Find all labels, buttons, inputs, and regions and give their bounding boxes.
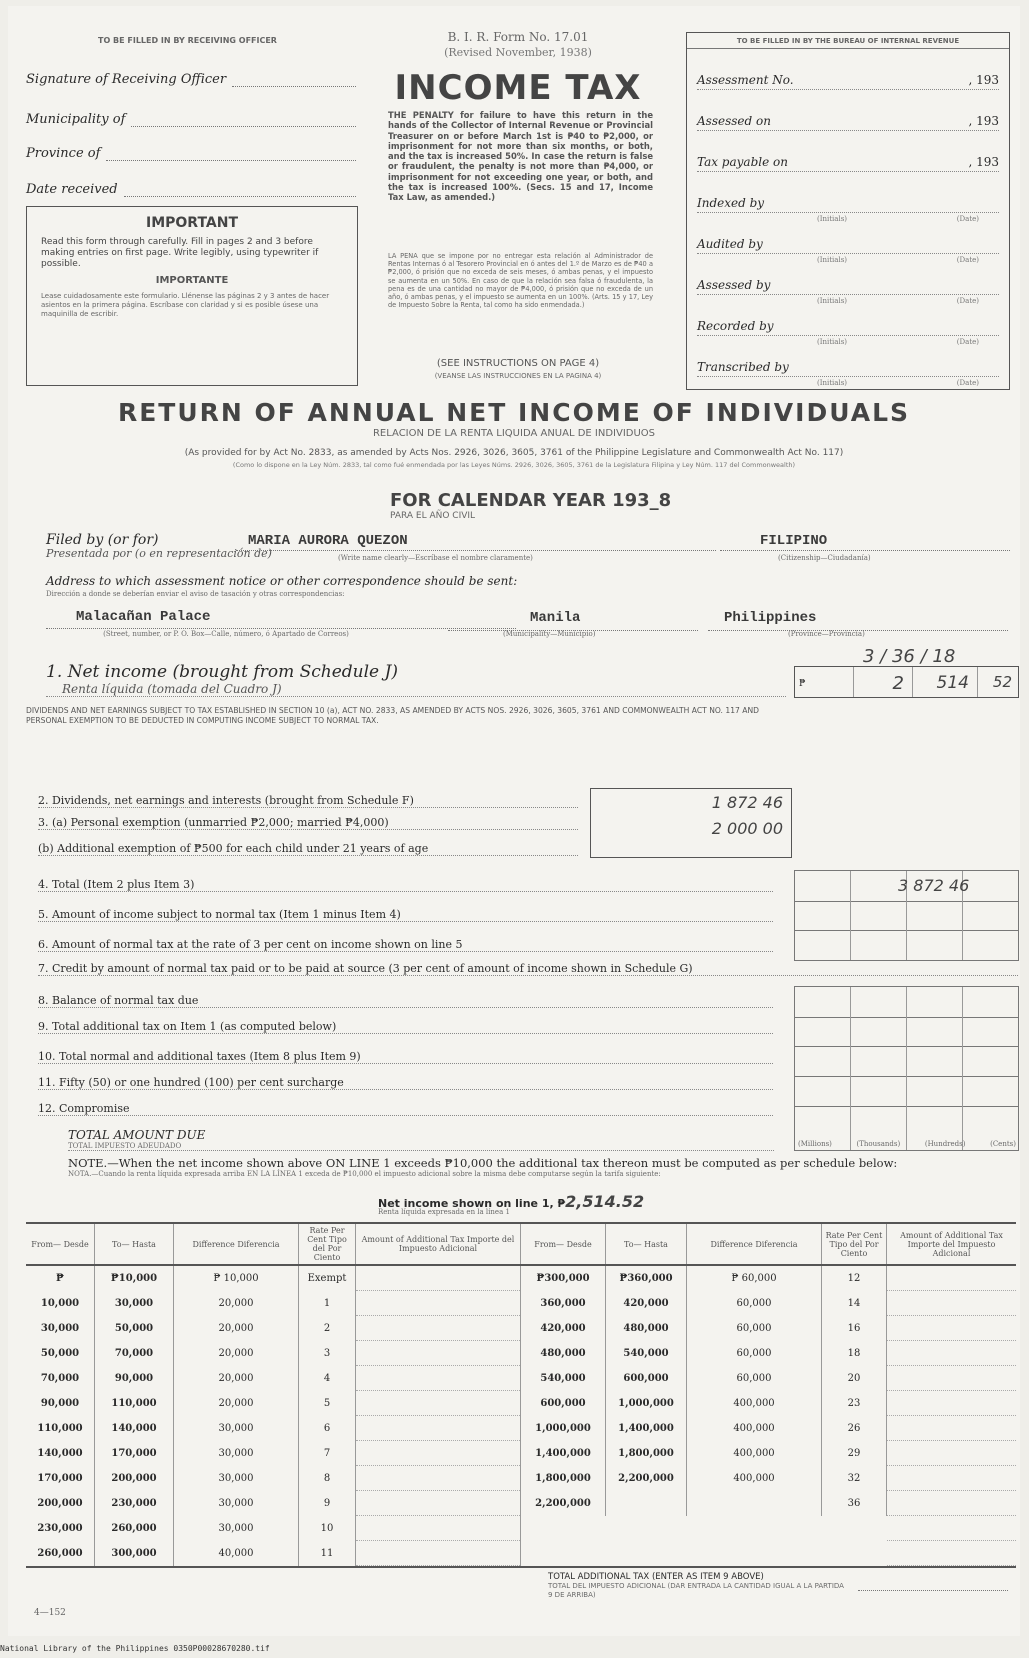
schedule-diff-right: 60,000 (687, 1366, 822, 1391)
schedule-total-label-es: TOTAL DEL IMPUESTO ADICIONAL (DAR ENTRADA LA CANTIDAD IGUAL A LA PARTIDA 9 DE ARRIBA) (548, 1582, 844, 1599)
filed-by-label-es: Presentada por (o en representación de) (46, 547, 272, 560)
item7-row (38, 962, 1018, 976)
schedule-to-left: ₱10,000 (95, 1265, 174, 1291)
bureau-box (686, 32, 1010, 390)
schedule-from-right: 1,800,000 (521, 1466, 606, 1491)
schedule-from-right: 540,000 (521, 1366, 606, 1391)
header-to-left: To— Hasta (95, 1224, 174, 1265)
receiving-office-title: TO BE FILLED IN BY RECEIVING OFFICER (98, 36, 277, 45)
bureau-field-row[interactable] (697, 90, 999, 131)
schedule-to-left: 230,000 (95, 1491, 174, 1516)
bureau-field-row[interactable] (697, 336, 999, 387)
item6-amount-box[interactable] (794, 930, 1019, 961)
bureau-field-date-caption: (Date) (956, 338, 979, 346)
item9-row (38, 1020, 773, 1034)
penalty-text-es: LA PENA que se impone por no entregar esta relación al Administrador de Rentas Internas ó al Tesorero Provincial en ó antes del 1.º de Marzo es de ₱40 a ₱2,000, ó prisión que no exceda de seis meses, ó ambas penas, y el impuesto se aumenta en un 50%. En caso de que la relación sea falsa ó fraudulenta, la pena es de una cantidad no mayor de ₱4,000, ó prisión que no exceda de un año, ó ambas penas, y el impuesto se aumenta en un 100%. (Arts. 15 y 17, Ley de Impuesto Sobre la Renta, tal como ha sido enmendada.) (388, 252, 653, 310)
province-label: Province of (26, 146, 101, 161)
schedule-amount-left[interactable] (356, 1366, 521, 1391)
province-note: (Province—Provincia) (788, 630, 865, 638)
item12-label: 12. Compromise (38, 1102, 130, 1115)
province-value: Philippines (724, 610, 817, 626)
income-tax-title: INCOME TAX (394, 68, 642, 108)
schedule-from-right: 420,000 (521, 1316, 606, 1341)
schedule-diff-right: 60,000 (687, 1341, 822, 1366)
bureau-field-initials-caption: (Initials) (817, 256, 848, 264)
item10-row (38, 1050, 773, 1064)
item9-amount-box[interactable] (794, 1016, 1019, 1047)
date-received-field[interactable] (26, 182, 356, 197)
schedule-row (26, 1341, 1016, 1366)
schedule-to-left: 140,000 (95, 1416, 174, 1441)
bureau-field-initials-caption: (Initials) (817, 215, 848, 223)
schedule-amount-right[interactable] (887, 1265, 1017, 1291)
important-text: Read this form through carefully. Fill in pages 2 and 3 before making entries on first page. Write legibly, using typewriter if possible. (41, 237, 319, 269)
item5-row (38, 908, 773, 922)
schedule-from-left: 70,000 (26, 1366, 95, 1391)
citizenship: FILIPINO (760, 533, 828, 549)
item3a-value: 2 000 00 (711, 819, 783, 838)
schedule-body (26, 1265, 1016, 1566)
schedule-row (26, 1291, 1016, 1316)
note-text-es: NOTA.—Cuando la renta líquida expresada arriba EN LA LÍNEA 1 exceda de ₱10,000 el impuesto adicional sobre la misma debe computarse según la tarifa siguiente: (68, 1170, 661, 1178)
schedule-from-right: 1,000,000 (521, 1416, 606, 1441)
item1-label: 1. Net income (brought from Schedule J) (46, 662, 398, 682)
bureau-field-label: Tax payable on (697, 155, 788, 169)
schedule-diff-left: 20,000 (174, 1366, 299, 1391)
schedule-rate-left: 6 (299, 1416, 356, 1441)
item2-label: 2. Dividends, net earnings and interests (brought from Schedule F) (38, 794, 414, 807)
calendar-year-es: PARA EL AÑO CIVIL (390, 511, 476, 521)
schedule-to-right: 480,000 (606, 1316, 687, 1341)
return-title: RETURN OF ANNUAL NET INCOME OF INDIVIDUALS (117, 398, 911, 427)
net-income-value: 2,514.52 (565, 1192, 645, 1211)
schedule-rate-left: 4 (299, 1366, 356, 1391)
schedule-to-left: 260,000 (95, 1516, 174, 1541)
col-hundreds: (Hundreds) (924, 1140, 966, 1148)
item1-row (46, 662, 786, 697)
schedule-diff-left: 30,000 (174, 1441, 299, 1466)
item9-label: 9. Total additional tax on Item 1 (as computed below) (38, 1020, 337, 1033)
schedule-amount-left[interactable] (356, 1341, 521, 1366)
item8-amount-box[interactable] (794, 986, 1019, 1018)
item8-label: 8. Balance of normal tax due (38, 994, 199, 1007)
bureau-field-suffix: , 193 (968, 73, 999, 87)
municipality-note: (Municipality—Municipio) (503, 630, 596, 638)
schedule-rate-left: 10 (299, 1516, 356, 1541)
schedule-amount-left[interactable] (356, 1391, 521, 1416)
bureau-field-date-caption: (Date) (956, 215, 979, 223)
schedule-row (26, 1391, 1016, 1416)
net-income-label: Net income shown on line 1, ₱ (378, 1197, 566, 1210)
schedule-diff-left: 30,000 (174, 1516, 299, 1541)
schedule-from-left: 30,000 (26, 1316, 95, 1341)
address-label: Address to which assessment notice or other correspondence should be sent: (46, 574, 518, 588)
amount-column-headers (798, 1140, 1016, 1148)
col-cents: (Cents) (990, 1140, 1016, 1148)
province-address-field[interactable] (708, 610, 1008, 631)
schedule-amount-left[interactable] (356, 1541, 521, 1566)
schedule-rate-left: 3 (299, 1341, 356, 1366)
schedule-rate-right: 26 (822, 1416, 887, 1441)
schedule-rate-right (822, 1541, 887, 1566)
act-note: (As provided for by Act No. 2833, as amended by Acts Nos. 2926, 3026, 3605, 3761 of the Philippine Legislature and Commonwealth Act No. 117) (184, 448, 844, 458)
form-number: B. I. R. Form No. 17.01 (447, 30, 589, 44)
municipality-value: Manila (530, 610, 581, 626)
income-tax-return-form (8, 6, 1020, 1636)
schedule-from-right: 600,000 (521, 1391, 606, 1416)
schedule-amount-left[interactable] (356, 1265, 521, 1291)
schedule-diff-left: 30,000 (174, 1466, 299, 1491)
item5-label: 5. Amount of income subject to normal tax (Item 1 minus Item 4) (38, 908, 401, 921)
see-instructions: (SEE INSTRUCTIONS ON PAGE 4) (436, 358, 600, 369)
schedule-to-right: 420,000 (606, 1291, 687, 1316)
schedule-from-right: 2,200,000 (521, 1491, 606, 1516)
total-due-label: TOTAL AMOUNT DUE (68, 1128, 206, 1142)
item12-row (38, 1102, 773, 1116)
schedule-diff-right: ₱ 60,000 (687, 1265, 822, 1291)
item1-cents: 52 (992, 673, 1012, 691)
bureau-field-row[interactable] (697, 172, 999, 223)
items-2-3-amount-box[interactable] (590, 788, 792, 858)
penalty-text: THE PENALTY for failure to have this return in the hands of the Collector of Internal Revenue or Provincial Treasurer on or before March 1st is ₱40 to ₱2,000, or imprisonment for not more than six months, or both, and the tax is increased 50%. In case the return is false or fraudulent, the penalty is not more than ₱4,000, or imprisonment for not exceeding one year, or both, and the tax is increased 100%. (Secs. 15 and 17, Income Tax Law, as amended.) (388, 110, 653, 202)
schedule-diff-right: 400,000 (687, 1416, 822, 1441)
item3b-row (38, 842, 578, 856)
filer-name: MARIA AURORA QUEZON (248, 533, 408, 549)
schedule-row (26, 1516, 1016, 1541)
bureau-field-row[interactable] (697, 213, 999, 264)
schedule-from-right (521, 1516, 606, 1541)
schedule-rate-left: 7 (299, 1441, 356, 1466)
header-diff-right: Difference Diferencia (687, 1224, 822, 1265)
schedule-diff-right: 400,000 (687, 1441, 822, 1466)
item2-value: 1 872 46 (711, 793, 783, 812)
form-code: 4—152 (34, 1608, 66, 1618)
schedule-total-row (548, 1572, 848, 1599)
schedule-amount-right[interactable] (887, 1316, 1017, 1341)
form-revised: (Revised November, 1938) (444, 46, 592, 59)
schedule-row (26, 1541, 1016, 1566)
item3a-label: 3. (a) Personal exemption (unmarried ₱2,000; married ₱4,000) (38, 816, 389, 829)
schedule-rate-left: 5 (299, 1391, 356, 1416)
schedule-from-left: 200,000 (26, 1491, 95, 1516)
schedule-amount-right[interactable] (887, 1516, 1017, 1541)
citizenship-field[interactable] (720, 533, 1010, 551)
schedule-from-right (521, 1541, 606, 1566)
item5-amount-box[interactable] (794, 900, 1019, 931)
schedule-table (26, 1224, 1016, 1566)
schedule-amount-left[interactable] (356, 1416, 521, 1441)
item10-label: 10. Total normal and additional taxes (Item 8 plus Item 9) (38, 1050, 361, 1063)
library-note: National Library of the Philippines 0350P00028670280.tif (0, 1644, 270, 1653)
bureau-field-label: Audited by (697, 237, 763, 251)
header-from-left: From— Desde (26, 1224, 95, 1265)
item6-label: 6. Amount of normal tax at the rate of 3 per cent on income shown on line 5 (38, 938, 463, 951)
schedule-row (26, 1366, 1016, 1391)
important-title: IMPORTANT (145, 215, 239, 231)
schedule-from-left: 90,000 (26, 1391, 95, 1416)
bureau-field-label: Indexed by (697, 196, 765, 210)
item1-amount-box[interactable] (794, 666, 1019, 698)
item6-row (38, 938, 773, 952)
item10-amount-box[interactable] (794, 1046, 1019, 1077)
bureau-field-label: Transcribed by (697, 360, 789, 374)
schedule-from-left: 10,000 (26, 1291, 95, 1316)
schedule-amount-left[interactable] (356, 1441, 521, 1466)
schedule-diff-right: 60,000 (687, 1291, 822, 1316)
bureau-title: TO BE FILLED IN BY THE BUREAU OF INTERNAL REVENUE (687, 37, 1009, 49)
schedule-amount-right[interactable] (887, 1391, 1017, 1416)
calendar-year: FOR CALENDAR YEAR 193_8 (390, 490, 672, 511)
schedule-amount-right[interactable] (887, 1441, 1017, 1466)
schedule-diff-left: ₱ 10,000 (174, 1265, 299, 1291)
schedule-diff-right: 400,000 (687, 1466, 822, 1491)
schedule-rate-right: 36 (822, 1491, 887, 1516)
header-to-right: To— Hasta (606, 1224, 687, 1265)
col-millions: (Millions) (798, 1140, 832, 1148)
schedule-rate-right: 14 (822, 1291, 887, 1316)
street-value: Malacañan Palace (76, 609, 211, 625)
schedule-from-left: 140,000 (26, 1441, 95, 1466)
schedule-rate-left: 8 (299, 1466, 356, 1491)
schedule-to-left: 90,000 (95, 1366, 174, 1391)
municipality-field[interactable] (26, 112, 356, 127)
schedule-to-left: 110,000 (95, 1391, 174, 1416)
municipality-label: Municipality of (26, 112, 126, 127)
schedule-rate-right (822, 1516, 887, 1541)
schedule-amount-right[interactable] (887, 1291, 1017, 1316)
item11-label: 11. Fifty (50) or one hundred (100) per cent surcharge (38, 1076, 344, 1089)
schedule-to-left: 200,000 (95, 1466, 174, 1491)
schedule-diff-left: 20,000 (174, 1391, 299, 1416)
schedule-to-left: 170,000 (95, 1441, 174, 1466)
item8-row (38, 994, 773, 1008)
bureau-field-date-caption: (Date) (956, 256, 979, 264)
bureau-field-label: Assessment No. (697, 73, 794, 87)
schedule-from-left: 170,000 (26, 1466, 95, 1491)
important-box (26, 206, 358, 386)
bureau-field-row[interactable] (697, 295, 999, 346)
item4-row (38, 878, 773, 892)
schedule-diff-right: 60,000 (687, 1316, 822, 1341)
schedule-to-right: 1,400,000 (606, 1416, 687, 1441)
see-instructions-es: (VEANSE LAS INSTRUCCIONES EN LA PAGINA 4) (434, 372, 602, 380)
schedule-to-right: 1,000,000 (606, 1391, 687, 1416)
schedule-row (26, 1316, 1016, 1341)
item11-row (38, 1076, 773, 1090)
schedule-diff-right (687, 1491, 822, 1516)
additional-tax-schedule (26, 1222, 1016, 1568)
item3b-label: (b) Additional exemption of ₱500 for each child under 21 years of age (38, 842, 429, 855)
schedule-rate-left: 9 (299, 1491, 356, 1516)
bureau-field-initials-caption: (Initials) (817, 338, 848, 346)
return-title-es: RELACION DE LA RENTA LIQUIDA ANUAL DE INDIVIDUOS (372, 428, 656, 439)
schedule-rate-right: 20 (822, 1366, 887, 1391)
citizenship-note: (Citizenship—Ciudadanía) (778, 554, 871, 562)
schedule-amount-right[interactable] (887, 1341, 1017, 1366)
dividends-note: DIVIDENDS AND NET EARNINGS SUBJECT TO TAX ESTABLISHED IN SECTION 10 (a), ACT NO. 2833, AS AMENDED BY ACTS NOS. 2926, 3026, 3605, 3761 AND COMMONWEALTH ACT NO. 117 AND PERSONAL EXEMPTION TO BE DEDUCTED IN COMPUTING INCOME SUBJECT TO NORMAL TAX. (26, 706, 760, 725)
schedule-from-left: 110,000 (26, 1416, 95, 1441)
item2-row (38, 794, 578, 808)
bureau-field-row[interactable] (697, 254, 999, 305)
municipality-address-field[interactable] (448, 610, 698, 631)
schedule-rate-right: 12 (822, 1265, 887, 1291)
bureau-field-initials-caption: (Initials) (817, 379, 848, 387)
schedule-to-left: 50,000 (95, 1316, 174, 1341)
importante-text: Lease cuidadosamente este formulario. Llénense las páginas 2 y 3 antes de hacer asientos en la primera página. Escríbase con claridad y si es posible úsese una maquinilla de escribir. (41, 292, 330, 318)
schedule-to-left: 30,000 (95, 1291, 174, 1316)
signature-label: Signature of Receiving Officer (26, 72, 227, 87)
bureau-field-label: Assessed by (697, 278, 771, 292)
schedule-from-right: 360,000 (521, 1291, 606, 1316)
bureau-field-date-caption: (Date) (956, 379, 979, 387)
header-from-right: From— Desde (521, 1224, 606, 1265)
street-field[interactable] (46, 609, 516, 629)
item1-handwritten-annotation: 3 / 36 / 18 (863, 646, 956, 667)
schedule-row (26, 1265, 1016, 1291)
schedule-diff-left: 20,000 (174, 1316, 299, 1341)
note-text: NOTE.—When the net income shown above ON LINE 1 exceeds ₱10,000 the additional tax thereon must be computed as per schedule below: (68, 1156, 898, 1170)
schedule-amount-left[interactable] (356, 1316, 521, 1341)
filer-name-field[interactable] (236, 533, 716, 551)
schedule-from-right: ₱300,000 (521, 1265, 606, 1291)
schedule-from-left: 260,000 (26, 1541, 95, 1566)
schedule-amount-right[interactable] (887, 1491, 1017, 1516)
item7-label: 7. Credit by amount of normal tax paid or to be paid at source (3 per cent of amount of income shown in Schedule G) (38, 962, 693, 975)
date-received-label: Date received (26, 182, 118, 197)
schedule-rate-right: 29 (822, 1441, 887, 1466)
schedule-amount-left[interactable] (356, 1516, 521, 1541)
schedule-amount-right[interactable] (887, 1416, 1017, 1441)
province-field[interactable] (26, 146, 356, 161)
schedule-rate-left: 2 (299, 1316, 356, 1341)
schedule-to-right: 540,000 (606, 1341, 687, 1366)
schedule-amount-left[interactable] (356, 1466, 521, 1491)
schedule-amount-right[interactable] (887, 1366, 1017, 1391)
filed-by-label: Filed by (or for) (46, 532, 159, 548)
schedule-amount-left[interactable] (356, 1291, 521, 1316)
header-rate-left: Rate Per Cent Tipo del Por Ciento (299, 1224, 356, 1265)
schedule-rate-left: Exempt (299, 1265, 356, 1291)
schedule-amount-right[interactable] (887, 1466, 1017, 1491)
schedule-to-right: 2,200,000 (606, 1466, 687, 1491)
bureau-field-suffix: , 193 (968, 155, 999, 169)
street-note: (Street, number, or P. O. Box—Calle, número, ó Apartado de Correos) (103, 630, 349, 638)
act-note-es: (Como lo dispone en la Ley Núm. 2833, tal como fué enmendada por las Leyes Núms. 2926, 3026, 3605, 3761 de la Legislatura Filipina y Ley Núm. 117 del Commonwealth) (232, 461, 796, 469)
schedule-diff-right (687, 1516, 822, 1541)
header-diff-left: Difference Diferencia (174, 1224, 299, 1265)
bureau-field-suffix: , 193 (968, 114, 999, 128)
net-income-label-es: Renta líquida expresada en la línea 1 (378, 1208, 510, 1216)
item4-value: 3 872 46 (898, 876, 970, 895)
total-due-label-es: TOTAL IMPUESTO ADEUDADO (68, 1142, 182, 1150)
schedule-to-left: 300,000 (95, 1541, 174, 1566)
schedule-rate-right: 16 (822, 1316, 887, 1341)
bureau-field-initials-caption: (Initials) (817, 297, 848, 305)
item1-pesos: 2 (892, 673, 904, 694)
schedule-to-right: 1,800,000 (606, 1441, 687, 1466)
schedule-rate-right: 32 (822, 1466, 887, 1491)
filer-name-note: (Write name clearly—Escríbase el nombre claramente) (338, 554, 533, 562)
schedule-diff-right (687, 1541, 822, 1566)
schedule-from-left: 50,000 (26, 1341, 95, 1366)
schedule-from-right: 480,000 (521, 1341, 606, 1366)
schedule-row (26, 1416, 1016, 1441)
schedule-rate-left: 11 (299, 1541, 356, 1566)
schedule-row (26, 1466, 1016, 1491)
item11-amount-box[interactable] (794, 1076, 1019, 1107)
item1-thousands: 514 (936, 673, 969, 693)
schedule-to-right: ₱360,000 (606, 1265, 687, 1291)
schedule-diff-left: 30,000 (174, 1491, 299, 1516)
header-amount-left: Amount of Additional Tax Importe del Impuesto Adicional (356, 1224, 521, 1265)
schedule-diff-left: 40,000 (174, 1541, 299, 1566)
schedule-to-right (606, 1491, 687, 1516)
schedule-total-field[interactable] (858, 1576, 1008, 1591)
total-due-row (68, 1128, 774, 1151)
bureau-field-label: Assessed on (697, 114, 771, 128)
schedule-rate-left: 1 (299, 1291, 356, 1316)
item4-label: 4. Total (Item 2 plus Item 3) (38, 878, 195, 891)
schedule-from-left: 230,000 (26, 1516, 95, 1541)
schedule-to-right (606, 1541, 687, 1566)
col-thousands: (Thousands) (856, 1140, 901, 1148)
schedule-from-left: ₱ (26, 1265, 95, 1291)
schedule-diff-right: 400,000 (687, 1391, 822, 1416)
schedule-amount-left[interactable] (356, 1491, 521, 1516)
header-amount-right: Amount of Additional Tax Importe del Impuesto Adicional (887, 1224, 1017, 1265)
schedule-diff-left: 20,000 (174, 1341, 299, 1366)
bureau-field-date-caption: (Date) (956, 297, 979, 305)
bureau-fields (687, 49, 1009, 387)
importante-title: IMPORTANTE (155, 275, 229, 287)
peso-sign: ₱ (799, 679, 806, 689)
schedule-rate-right: 18 (822, 1341, 887, 1366)
item3a-row (38, 816, 578, 830)
bureau-field-label: Recorded by (697, 319, 774, 333)
schedule-from-right: 1,400,000 (521, 1441, 606, 1466)
schedule-amount-right[interactable] (887, 1541, 1017, 1566)
schedule-to-right (606, 1516, 687, 1541)
schedule-diff-left: 20,000 (174, 1291, 299, 1316)
address-label-es: Dirección a donde se deberían enviar el aviso de tasación y otras correspondencias: (46, 590, 345, 598)
bureau-field-row[interactable] (697, 131, 999, 172)
item1-label-es: Renta líquida (tomada del Cuadro J) (62, 682, 282, 696)
header-rate-right: Rate Per Cent Tipo del Por Ciento (822, 1224, 887, 1265)
schedule-rate-right: 23 (822, 1391, 887, 1416)
bureau-field-row[interactable] (697, 49, 999, 90)
schedule-row (26, 1441, 1016, 1466)
schedule-row (26, 1491, 1016, 1516)
schedule-to-left: 70,000 (95, 1341, 174, 1366)
signature-receiving-officer-field[interactable] (26, 72, 356, 87)
schedule-to-right: 600,000 (606, 1366, 687, 1391)
schedule-total-label: TOTAL ADDITIONAL TAX (ENTER AS ITEM 9 ABOVE) (548, 1572, 764, 1582)
schedule-diff-left: 30,000 (174, 1416, 299, 1441)
